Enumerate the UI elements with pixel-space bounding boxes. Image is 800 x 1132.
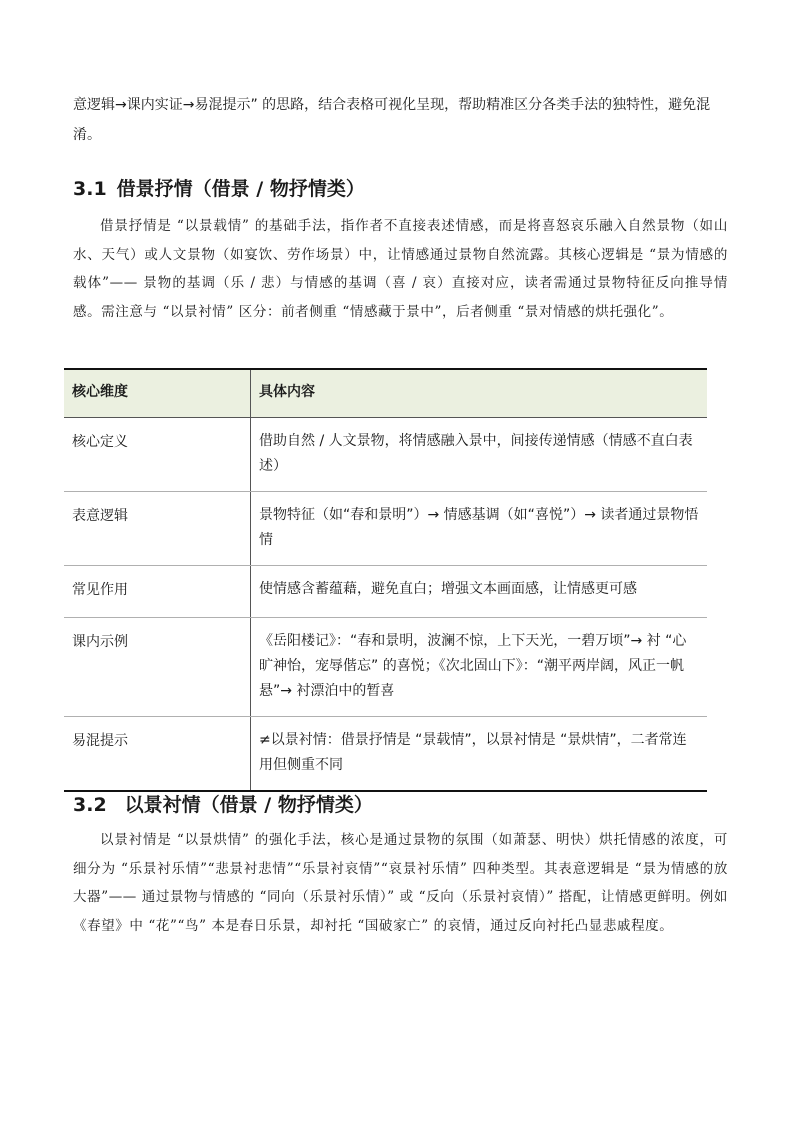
table-cell-dimension: 表意逻辑 [64,492,251,566]
table-cell-content: 景物特征（如“春和景明”）→ 情感基调（如“喜悦”）→ 读者通过景物悟情 [251,492,708,566]
section-paragraph-3-2: 以景衬情是 “以景烘情” 的强化手法，核心是通过景物的氛围（如萧瑟、明快）烘托情感的浓度，可细分为 “乐景衬乐情”“悲景衬悲情”“乐景衬哀情”“哀景衬乐情” 四种类型。其表意逻辑是 “景为情感的放大器”—— 通过景物与情感的 “同向（乐景衬乐情）” 或 “反向（乐景衬哀情）” 搭配，让情感更鲜明。例如《春望》中 “花”“鸟” 本是春日乐景，却衬托 “国破家亡” 的哀情，通过反向衬托凸显悲戚程度。 [73,832,728,934]
table-header-row [64,369,707,418]
section-heading-3-1 [73,176,365,202]
table-cell-dimension: 课内示例 [64,618,251,717]
table-cell-content: 借助自然 / 人文景物，将情感融入景中，间接传递情感（情感不直白表述） [251,418,708,492]
table-header-cell: 核心维度 [64,369,251,418]
table-row [64,492,707,566]
table-row [64,418,707,492]
table-cell-dimension: 常见作用 [64,566,251,618]
table-row [64,717,707,792]
table-header-cell: 具体内容 [251,369,708,418]
intro-paragraph: 意逻辑→课内实证→易混提示” 的思路，结合表格可视化呈现，帮助精准区分各类手法的独特性，避免混淆。 [73,97,711,143]
section-title: 借景抒情（借景 / 物抒情类） [116,178,365,200]
section-number: 3.2 [73,794,107,816]
section-title: 以景衬情（借景 / 物抒情类） [124,794,373,816]
comparison-table [64,368,707,792]
section-paragraph-3-1: 借景抒情是 “以景载情” 的基础手法，指作者不直接表述情感，而是将喜怒哀乐融入自然景物（如山水、天气）或人文景物（如宴饮、劳作场景）中，让情感通过景物自然流露。其核心逻辑是 “景为情感的载体”—— 景物的基调（乐 / 悲）与情感的基调（喜 / 哀）直接对应，读者需通过景物特征反向推导情感。需注意与 “以景衬情” 区分：前者侧重 “情感藏于景中”，后者侧重 “景对情感的烘托强化”。 [73,218,728,320]
table-cell-dimension: 易混提示 [64,717,251,792]
table-cell-content: 《岳阳楼记》：“春和景明，波澜不惊，上下天光，一碧万顷”→ 衬 “心旷神怡，宠辱偕忘” 的喜悦；《次北固山下》：“潮平两岸阔，风正一帆悬”→ 衬漂泊中的暂喜 [251,618,708,717]
table-row [64,618,707,717]
table-row [64,566,707,618]
section-number: 3.1 [73,178,107,200]
table-cell-content: 使情感含蓄蕴藉，避免直白；增强文本画面感，让情感更可感 [251,566,708,618]
table-cell-content: ≠以景衬情：借景抒情是 “景载情”，以景衬情是 “景烘情”，二者常连用但侧重不同 [251,717,708,792]
table-cell-dimension: 核心定义 [64,418,251,492]
section-heading-3-2 [73,792,373,818]
